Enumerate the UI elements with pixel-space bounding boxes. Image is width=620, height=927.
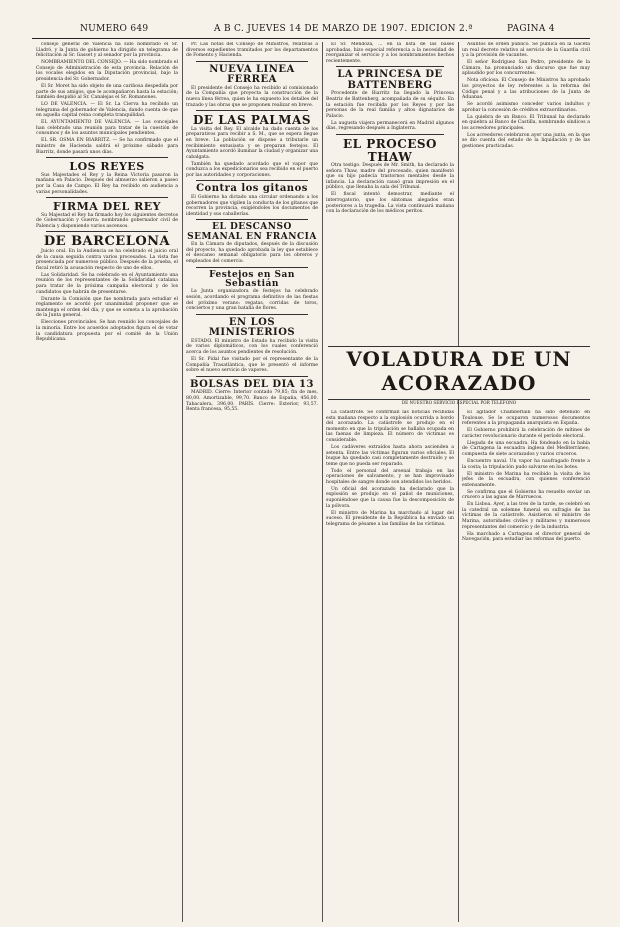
paragraph: Encuentro naval. Un vapor ha naufragado frente a la costa; la tripulación pudo salvarse en los botes. bbox=[462, 458, 590, 470]
divider bbox=[196, 267, 308, 268]
paragraph: Durante la Comisión que fue nombrada para estudiar el reglamento se acordó por unanimidad proponer que se mantenga el orden del día, y que se someta a la aprobación de la Junta general. bbox=[36, 296, 178, 319]
paragraph: El Sr. Mendoza, ... en la lista de las bases aprobadas, hizo especial referencia a la necesidad de reorganizar el servicio y a los nombramientos hechos recientemente. bbox=[326, 42, 454, 64]
paragraph: Llegada de una escuadra. Ha fondeado en la bahía de Cartagena la escuadra inglesa del Mediterráneo, compuesta de siete acorazados y varios cruceros. bbox=[462, 440, 590, 457]
paragraph: El Sr. Pidal fue visitado por el representante de la Compañía Trasatlántica, que le presentó el informe sobre el nuevo servicio de vapores. bbox=[186, 357, 318, 374]
paragraph: El ministro de Marina ha marchado al lugar del suceso. El presidente de la República ha enviado un telegrama de pésame a las familias de las víctimas. bbox=[326, 510, 454, 527]
paragraph: EL SR. OSMA EN BIARRITZ. — Se ha confirmado que el ministro de Hacienda saldrá el próximo sábado para Biarritz, donde pasará unos días. bbox=[36, 138, 178, 155]
paragraph: Nota oficiosa. El Consejo de Ministros ha aprobado los proyectos de ley referentes a la reforma del Código penal y a las atribuciones de la Junta de Aduanas. bbox=[462, 78, 590, 101]
paragraph: Juicio oral. En la Audiencia se ha celebrado el juicio oral de la causa seguida contra varios procesados. La vista fue presenciada por numeroso público. Después de la prueba, el fiscal retiró la acusación respecto de uno de ellos. bbox=[36, 249, 178, 271]
divider bbox=[196, 180, 308, 181]
paragraph: consejo general de Valencia ha sido nombrado el Sr. Lladró, y la Junta de gobierno ha dirigido un telegrama de felicitación al Sr. Gasset y al senador por la provincia. bbox=[36, 42, 178, 59]
headline-descanso-semanal: EL DESCANSO SEMANAL EN FRANCIA bbox=[187, 222, 317, 242]
paragraph: Un oficial del acorazado ha declarado que la explosión se produjo en el pañol de municiones, suponiéndose que la causa fue la descomposición de la pólvora. bbox=[326, 486, 454, 509]
divider bbox=[336, 134, 444, 135]
paragraph: El ministro de Marina ha recibido la visita de los jefes de la escuadra, con quienes conferenció extensamente. bbox=[462, 471, 590, 488]
page-number: PAGINA 4 bbox=[507, 24, 555, 34]
paragraph: El agitador Chamberlain ha sido detenido en Toulouse. Se le ocuparon numerosos documentos referentes a la propaganda anarquista en España. bbox=[462, 410, 590, 427]
divider bbox=[196, 376, 308, 377]
column-rule bbox=[458, 42, 459, 922]
paragraph: Todo el personal del arsenal trabaja en las operaciones de salvamento, y se han improvisado hospitales de sangre donde son atendidos los heridos. bbox=[326, 468, 454, 485]
headline-nueva-linea-ferrea: NUEVA LINEA FERREA bbox=[209, 63, 295, 86]
issue-number: NUMERO 649 bbox=[80, 24, 149, 34]
column-rule bbox=[322, 42, 323, 922]
paragraph: Ha marchado a Cartagena el director general de Navegación, para estudiar las reformas del puerto. bbox=[462, 531, 590, 543]
headline-voladura-acorazado: VOLADURA DE UN ACORAZADO bbox=[328, 346, 590, 400]
column-4 bbox=[462, 42, 590, 342]
paragraph: Sus Majestades el Rey y la Reina Victoria pasaron la mañana en Palacio. Después del almuerzo salieron a paseo por la Casa de Campo. El Rey ha recibido en audiencia a varias personalidades. bbox=[36, 172, 178, 195]
paragraph: El Sr. Moret ha sido objeto de una cariñosa despedida por parte de sus amigos, que le acompañaron hasta la estación; también despidió al Sr. Canalejas el Sr. Romanones. bbox=[36, 83, 178, 101]
paragraph: En Lisboa. Ayer, a las tres de la tarde, se celebró en la catedral un solemne funeral en sufragio de las víctimas de la catástrofe. Asistieron el ministro de Marina, autoridades civiles y militares y numerosos representantes del comercio y de la industria. bbox=[462, 502, 590, 530]
paragraph: El Gobierno prohibirá la celebración de mítines de carácter revolucionario durante el período electoral. bbox=[462, 428, 590, 439]
paragraph: El Gobierno ha dictado una circular ordenando a los gobernadores que vigilen la conducta de los gitanos que recorren la provincia, exigiéndoles los documentos de identidad y sus caballerías. bbox=[186, 194, 318, 217]
headline-en-los-ministerios: EN LOS MINISTERIOS bbox=[208, 316, 296, 339]
headline-princesa-battenberg: LA PRINCESA DE BATTENBERG bbox=[337, 69, 443, 91]
paragraph: La quiebra de un Banco. El Tribunal ha declarado en quiebra al Banco de Castilla, nombrando síndicos a los acreedores principales. bbox=[462, 114, 590, 131]
divider bbox=[46, 197, 168, 198]
divider bbox=[336, 66, 444, 67]
headline-contra-los-gitanos: Contra los gitanos bbox=[196, 183, 308, 195]
divider bbox=[46, 157, 168, 158]
paragraph: Los acreedores celebraron ayer una junta, en la que se dio cuenta del estado de la liquidación y de las gestiones practicadas. bbox=[462, 132, 590, 150]
paragraph: El presidente del Consejo ha recibido al comisionado de la Compañía que proyecta la construcción de la nueva línea férrea, quien le ha expuesto los detalles del trazado y las obras que se proponen realizar en breve. bbox=[186, 85, 318, 108]
column-3 bbox=[326, 42, 454, 342]
headline-festejos-san-sebastian: Festejos en San Sebastián bbox=[209, 269, 295, 290]
paragraph: LO DE VALENCIA. — El Sr. La Cierva ha recibido un telegrama del gobernador de Valencia, dando cuenta de que en aquella capital reina completa tranquilidad. bbox=[36, 102, 178, 119]
headline-los-reyes: LOS REYES bbox=[69, 160, 145, 174]
divider bbox=[196, 219, 308, 220]
paragraph: La Junta organizadora de festejos ha celebrado sesión, acordando el programa definitivo de las fiestas del próximo verano: regatas, corridas de toros, conciertos y una gran batalla de flores. bbox=[186, 289, 318, 312]
paragraph: Otra testigo. Después de Mr. Smith, ha declarado la señora Thaw, madre del procesado, quien manifestó que su hijo padecía trastornos mentales desde la infancia. La declaración causó gran impresión en el público, que llenaba la sala del Tribunal. bbox=[326, 163, 454, 191]
paragraph: En la Cámara de diputados, después de la discusión del proyecto, ha quedado aprobada la ley que establece el descanso semanal obligatorio para los obreros y empleados del comercio. bbox=[186, 242, 318, 265]
page-header bbox=[32, 22, 590, 39]
paragraph: También ha quedado acordado que el vapor que conduzca a los expedicionarios sea recibido en el puerto por las autoridades y corporaciones. bbox=[186, 161, 318, 178]
paragraph: ESTADO. El ministro de Estado ha recibido la visita de varios diplomáticos, con los cuales conferenció acerca de los asuntos pendientes de resolución. bbox=[186, 338, 318, 356]
paragraph: La augusta viajera permanecerá en Madrid algunos días, regresando después a Inglaterra. bbox=[326, 120, 454, 132]
divider bbox=[46, 231, 168, 232]
paragraph: NOMBRAMIENTO DEL CONSEJO. — Ha sido nombrado el Consejo de Administración de esta provincia. Relación de los vocales elegidos en la Diputación provincial, bajo la presidencia del Sr. Gobernador. bbox=[36, 60, 178, 82]
paragraph: Elecciones provinciales. Se han reunido los concejales de la minoría. Entre los acuerdos adoptados figura el de votar la candidatura propuesta por el comité de la Unión Republicana. bbox=[36, 320, 178, 343]
headline-bolsas-del-dia: BOLSAS DEL DIA 13 bbox=[190, 378, 314, 390]
column-3-lower bbox=[326, 410, 454, 922]
paragraph: Pr. Las notas del Consejo de Ministros, relativas a diversos expedientes tramitados por los departamentos de Fomento y Hacienda. bbox=[186, 42, 318, 59]
paragraph: El señor Rodríguez San Pedro, presidente de la Cámara, ha pronunciado un discurso que fue muy aplaudido por los concurrentes. bbox=[462, 60, 590, 77]
headline-de-las-palmas: DE LAS PALMAS bbox=[193, 113, 311, 128]
paragraph: Se confirma que el Gobierno ha resuelto enviar un crucero a las aguas de Marruecos. bbox=[462, 489, 590, 501]
paragraph: Los cadáveres extraídos hasta ahora ascienden a setenta. Entre las víctimas figuran varios oficiales. El buque ha quedado casi completamente destruido y se teme que no pueda ser reparado. bbox=[326, 444, 454, 467]
paragraph: MADRID. Cierre: Interior contado 79,85; fin de mes, 80,00. Amortizable, 99,70. Banco de España, 456,00. Tabacalera, 396,00. PARÍS. Cierre: Exterior, 93,57. Renta francesa, 95,55. bbox=[186, 390, 318, 413]
column-4-lower bbox=[462, 410, 590, 922]
paragraph: Asuntos de orden público. Se publica en la Gaceta un real decreto relativo al servicio de la Guardia civil y a la provisión de vacantes. bbox=[462, 42, 590, 59]
paragraph: Se acordó asimismo conceder varios indultos y aprobar la concesión de créditos extraordinarios. bbox=[462, 102, 590, 113]
divider bbox=[196, 61, 308, 62]
paragraph: Procedente de Biarritz ha llegado la Princesa Beatriz de Battenberg, acompañada de su séquito. En la estación fue recibida por los Reyes y por las personas de la real familia y altos dignatarios de Palacio. bbox=[326, 91, 454, 119]
paragraph: EL AYUNTAMIENTO DE VALENCIA. — Los concejales han celebrado una reunión para tratar de la cuestión de consumos y de los asuntos municipales pendientes. bbox=[36, 120, 178, 137]
page-dateline: A B C. JUEVES 14 DE MARZO DE 1907. EDICION 2.ª bbox=[214, 24, 473, 34]
divider bbox=[196, 110, 308, 111]
paragraph: Las Solidaridad. Se ha celebrado en el Ayuntamiento una reunión de los representantes de la Solidaridad catalana para tratar de la próxima campaña electoral y de los candidatos que habrán de presentarse. bbox=[36, 272, 178, 295]
column-2 bbox=[186, 42, 318, 922]
headline-firma-del-rey: FIRMA DEL REY bbox=[52, 200, 161, 214]
headline-proceso-thaw: EL PROCESO THAW bbox=[342, 136, 438, 164]
headline-subtitle: DE NUESTRO SERVICIO ESPECIAL POR TELÉFONO bbox=[401, 400, 517, 405]
paragraph: La catástrofe. Se confirman las noticias recibidas esta mañana respecto a la explosión ocurrida a bordo del acorazado. La catástrofe se produjo en el momento en que la tripulación se hallaba ocupada en las faenas de limpieza. El número de víctimas es considerable. bbox=[326, 410, 454, 443]
paragraph: Su Majestad el Rey ha firmado hoy los siguientes decretos de Gobernación y Guerra: nombrando gobernador civil de Palencia y disponiendo varios ascensos. bbox=[36, 212, 178, 229]
divider bbox=[196, 314, 308, 315]
paragraph: La visita del Rey. El alcalde ha dado cuenta de los preparativos para recibir a S. M., que se espera llegue en breve. La población se dispone a tributarle un recibimiento entusiasta y se preparan festejos. El Ayuntamiento acordó iluminar la ciudad y organizar una cabalgata. bbox=[186, 126, 318, 160]
column-rule bbox=[182, 42, 183, 922]
column-1 bbox=[36, 42, 178, 922]
paragraph: El fiscal intentó demostrar, mediante el interrogatorio, que los síntomas alegados eran posteriores a la tragedia. La vista continuará mañana con la declaración de los médicos peritos. bbox=[326, 192, 454, 215]
headline-de-barcelona: DE BARCELONA bbox=[43, 234, 171, 250]
